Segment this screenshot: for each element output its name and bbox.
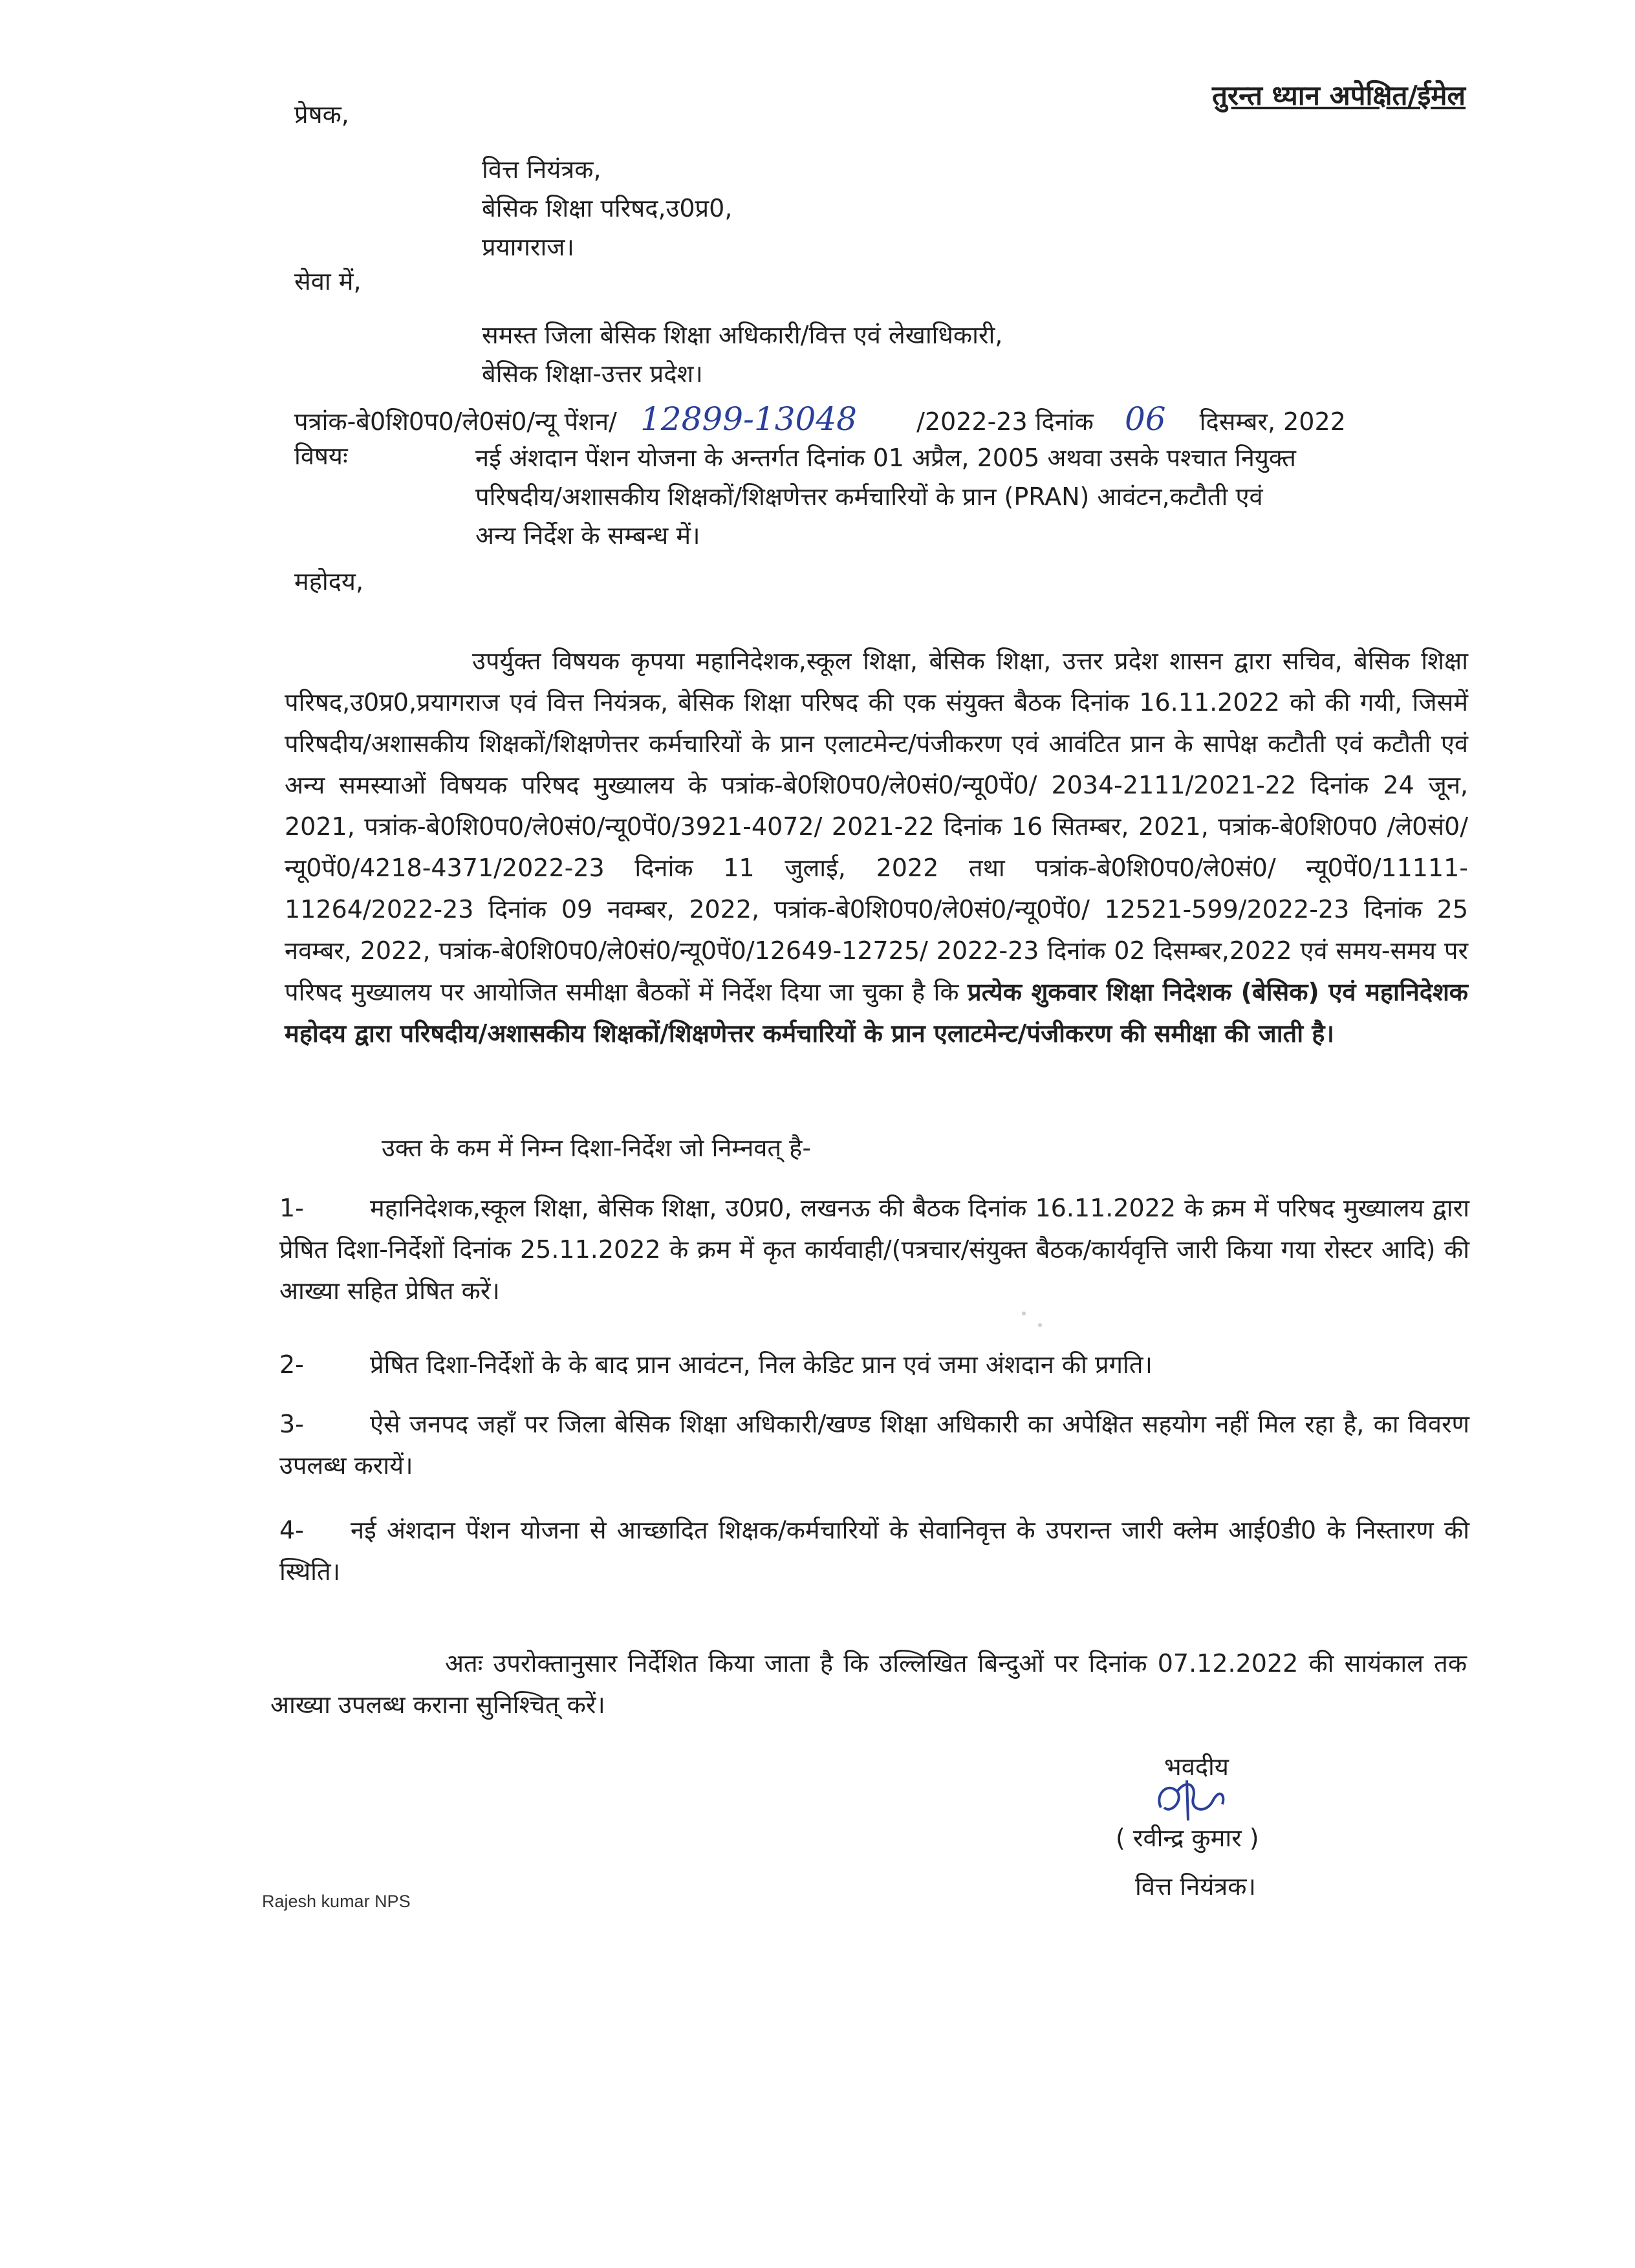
reference-year: /2022-23 दिनांक	[916, 407, 1094, 436]
recipient-label: सेवा में,	[294, 267, 362, 296]
footer-note: Rajesh kumar NPS	[262, 1892, 411, 1911]
signature-closing: भवदीय	[1164, 1753, 1229, 1781]
scan-speck	[1022, 1312, 1026, 1315]
sender-line: वित्त नियंत्रक,	[482, 155, 601, 184]
subject-line: परिषदीय/अशासकीय शिक्षकों/शिक्षणेत्तर कर्मचारियों के प्रान (PRAN) आवंटन,कटौती एवं	[475, 482, 1263, 511]
point-3	[279, 1403, 1469, 1486]
main-paragraph	[285, 640, 1468, 1054]
scan-speck	[1038, 1323, 1042, 1327]
point-text: ऐसे जनपद जहाँ पर जिला बेसिक शिक्षा अधिकारी/खण्ड शिक्षा अधिकारी का अपेक्षित सहयोग नहीं मिल रहा है, का विवरण उपलब्ध करायें।	[279, 1410, 1469, 1480]
point-text: महानिदेशक,स्कूल शिक्षा, बेसिक शिक्षा, उ0प्र0, लखनऊ की बैठक दिनांक 16.11.2022 के क्रम में परिषद मुख्यालय द्वारा प्रेषित दिशा-निर्देशों दिनांक 25.11.2022 के क्रम में कृत कार्यवाही/(पत्रचार/संयुक्त बैठक/कार्यवृत्ति जारी किया गया रोस्टर आदि) की आख्या सहित प्रेषित करें।	[279, 1194, 1469, 1305]
point-4	[279, 1509, 1469, 1592]
sender-address	[482, 150, 732, 266]
subject-label: विषयः	[294, 442, 348, 470]
signature-name: ( रवीन्द्र कुमार )	[1116, 1824, 1259, 1852]
main-paragraph-bold: प्रत्येक शुकवार शिक्षा निदेशक (बेसिक) एवं महानिदेशक महोदय द्वारा परिषदीय/अशासकीय शिक्षकों/शिक्षणेत्तर कर्मचारियों के प्रान एलाटमेन्ट/पंजीकरण की समीक्षा की जाती है।	[285, 978, 1468, 1048]
closing-paragraph: अतः उपरोक्तानुसार निर्देशित किया जाता है कि उल्लिखित बिन्दुओं पर दिनांक 07.12.2022 की सायंकाल तक आख्या उपलब्ध कराना सुनिश्चित् करें।	[270, 1649, 1467, 1719]
point-number: 4-	[279, 1516, 304, 1544]
subject-line: अन्य निर्देश के सम्बन्ध में।	[475, 521, 700, 550]
signature-designation: वित्त नियंत्रक।	[1135, 1872, 1256, 1901]
reference-handwritten-number: 12899-13048	[640, 400, 857, 438]
point-number: 1-	[279, 1194, 304, 1222]
point-2	[279, 1344, 1469, 1385]
reference-handwritten-day: 06	[1124, 400, 1166, 438]
point-number: 2-	[279, 1350, 304, 1379]
recipient-address	[482, 316, 1002, 393]
subject-text	[475, 438, 1458, 555]
reference-line	[294, 396, 1346, 443]
handwritten-signature-icon	[1148, 1775, 1239, 1827]
reference-prefix: पत्रांक-बे0शि0प0/ले0सं0/न्यू पेंशन/	[294, 407, 617, 436]
sender-label: प्रेषक,	[294, 100, 349, 129]
recipient-line: बेसिक शिक्षा-उत्तर प्रदेश।	[482, 360, 703, 388]
salutation: महोदय,	[294, 567, 364, 596]
priority-note: तुरन्त ध्यान अपेक्षित/ईमेल	[1211, 80, 1466, 111]
point-1	[279, 1187, 1469, 1312]
main-paragraph-text: उपर्युक्त विषयक कृपया महानिदेशक,स्कूल शिक्षा, बेसिक शिक्षा, उत्तर प्रदेश शासन द्वारा सचिव, बेसिक शिक्षा परिषद,उ0प्र0,प्रयागराज एवं वित्त नियंत्रक, बेसिक शिक्षा परिषद की एक संयुक्त बैठक दिनांक 16.11.2022 को की गयी, जिसमें परिषदीय/अशासकीय शिक्षकों/शिक्षणेत्तर कर्मचारियों के प्रान एलाटमेन्ट/पंजीकरण एवं आवंटित प्रान के सापेक्ष कटौती एवं कटौती एवं अन्य समस्याओं विषयक परिषद मुख्यालय के पत्रांक-बे0शि0प0/ले0सं0/न्यू0पें0/ 2034-2111/2021-22 दिनांक 24 जून, 2021, पत्रांक-बे0शि0प0/ले0सं0/न्यू0पें0/3921-4072/ 2021-22 दिनांक 16 सितम्बर, 2021, पत्रांक-बे0शि0प0 /ले0सं0/न्यू0पें0/4218-4371/2022-23 दिनांक 11 जुलाई, 2022 तथा पत्रांक-बे0शि0प0/ले0सं0/ न्यू0पें0/11111-11264/2022-23 दिनांक 09 नवम्बर, 2022, पत्रांक-बे0शि0प0/ले0सं0/न्यू0पें0/ 12521-599/2022-23 दिनांक 25 नवम्बर, 2022, पत्रांक-बे0शि0प0/ले0सं0/न्यू0पें0/12649-12725/ 2022-23 दिनांक 02 दिसम्बर,2022 एवं समय-समय पर परिषद मुख्यालय पर आयोजित समीक्षा बैठकों में निर्देश दिया जा चुका है कि	[285, 647, 1468, 1006]
subject-line: नई अंशदान पेंशन योजना के अन्तर्गत दिनांक 01 अप्रैल, 2005 अथवा उसके पश्चात नियुक्त	[475, 444, 1296, 472]
intro-line: उक्त के कम में निम्न दिशा-निर्देश जो निम्नवत् है-	[382, 1134, 812, 1162]
point-text: प्रेषित दिशा-निर्देशों के के बाद प्रान आवंटन, निल केडिट प्रान एवं जमा अंशदान की प्रगति।	[370, 1350, 1153, 1379]
sender-line: प्रयागराज।	[482, 233, 574, 261]
point-number: 3-	[279, 1410, 304, 1438]
recipient-line: समस्त जिला बेसिक शिक्षा अधिकारी/वित्त एवं लेखाधिकारी,	[482, 321, 1003, 349]
point-text: नई अंशदान पेंशन योजना से आच्छादित शिक्षक/कर्मचारियों के सेवानिवृत्त के उपरान्त जारी क्लेम आई0डी0 के निस्तारण की स्थिति।	[279, 1516, 1469, 1586]
reference-month-year: दिसम्बर, 2022	[1199, 407, 1346, 436]
sender-line: बेसिक शिक्षा परिषद,उ0प्र0,	[482, 194, 733, 222]
